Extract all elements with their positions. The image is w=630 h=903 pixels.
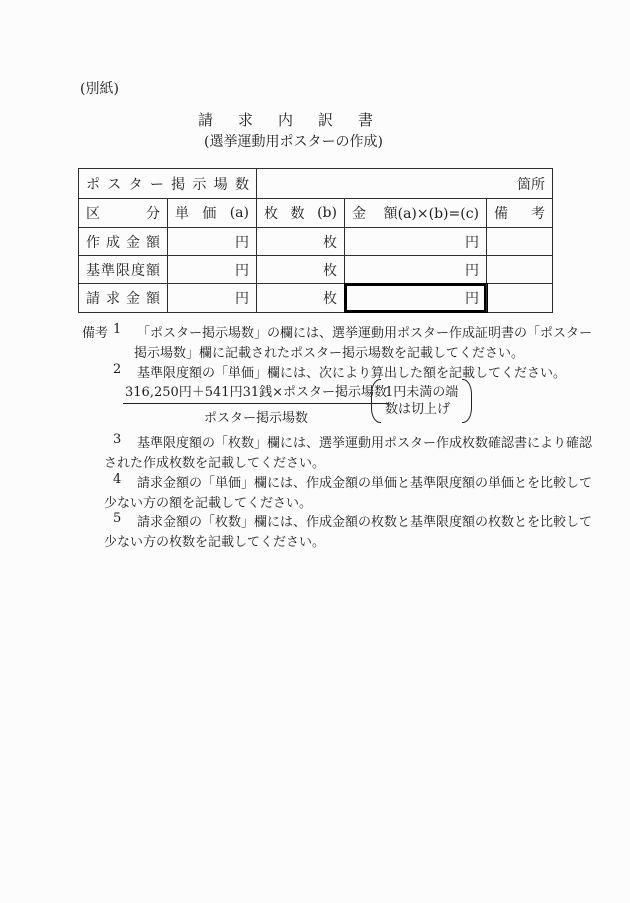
rounding-note (371, 379, 472, 423)
column-header-category: 区 分 (79, 199, 168, 228)
rounding-note-line-1: 1円未満の端 (385, 385, 459, 400)
row-claim-unit-price-cell: 円 (168, 284, 257, 312)
note-1-line-1: 「ポスター掲示場数」の欄には、選挙運動用ポスター作成証明書の「ポスター (137, 326, 593, 341)
row-limit-amount-cell: 円 (345, 256, 487, 284)
formula-denominator: ポスター掲示場数 (204, 411, 309, 426)
row-claim-sheet-cell: 枚 (257, 284, 345, 312)
page-title: 請求内訳書 (198, 111, 399, 129)
note-5-line-2: 少ない方の枚数を記載してください。 (104, 535, 326, 550)
row-claim-remarks-cell (487, 284, 552, 312)
row-production-amount-cell: 円 (345, 228, 487, 256)
note-5-number: 5 (113, 511, 122, 526)
note-3-line-1: 基準限度額の「枚数」欄には、選挙運動用ポスター作成枚数確認書により確認 (137, 436, 593, 451)
row-limit-label: 基 準 限 度 額 (79, 256, 168, 284)
note-2-line-1: 基準限度額の「単価」欄には、次により算出した額を記載してください。 (137, 366, 567, 381)
row-limit-remarks-cell (487, 256, 552, 284)
billing-breakdown-table (78, 168, 553, 313)
row-production-unit-price-cell: 円 (168, 228, 257, 256)
right-paren-icon (462, 379, 472, 423)
column-header-unit-price: 単 価 (a) (168, 199, 257, 228)
note-2-number: 2 (113, 362, 122, 377)
row-limit-sheet-cell: 枚 (257, 256, 345, 284)
notes-label: 備考 (82, 326, 109, 341)
unit-price-formula (123, 381, 389, 426)
row-production-remarks-cell (487, 228, 552, 256)
note-4-line-1: 請求金額の「単価」欄には、作成金額の単価と基準限度額の単価とを比較して (137, 476, 593, 491)
row-claim-amount-cell-highlighted: 円 (345, 284, 487, 312)
attachment-label: (別紙) (80, 81, 119, 97)
note-1-number: 1 (113, 322, 122, 337)
column-header-remarks: 備 考 (487, 199, 552, 228)
note-4-line-2: 少ない方の額を記載してください。 (104, 496, 313, 511)
left-paren-icon (371, 379, 381, 423)
row-limit-unit-price-cell: 円 (168, 256, 257, 284)
note-3-line-2: された作成枚数を記載してください。 (104, 456, 326, 471)
column-header-amount: 金 額(a)×(b)=(c) (345, 199, 487, 228)
column-header-sheet-count: 枚 数 (b) (257, 199, 345, 228)
page-subtitle: (選挙運動用ポスターの作成) (204, 134, 383, 150)
note-1-line-2: 掲示場数」欄に記載されたポスター掲示場数を記載してください。 (134, 346, 525, 361)
row-production-label: 作 成 金 額 (79, 228, 168, 256)
note-5-line-1: 請求金額の「枚数」欄には、作成金額の枚数と基準限度額の枚数とを比較して (137, 515, 593, 530)
note-3-number: 3 (113, 432, 122, 447)
rounding-note-line-2: 数は切上げ (385, 402, 451, 417)
row-production-sheet-cell: 枚 (257, 228, 345, 256)
poster-site-count-unit: 箇所 (257, 169, 552, 199)
note-4-number: 4 (113, 472, 122, 487)
formula-numerator: 316,250円＋541円31銭×ポスター掲示場数 (123, 381, 389, 404)
poster-site-count-label: ポ ス タ ー 掲 示 場 数 (79, 169, 257, 199)
row-claim-label: 請 求 金 額 (79, 284, 168, 312)
